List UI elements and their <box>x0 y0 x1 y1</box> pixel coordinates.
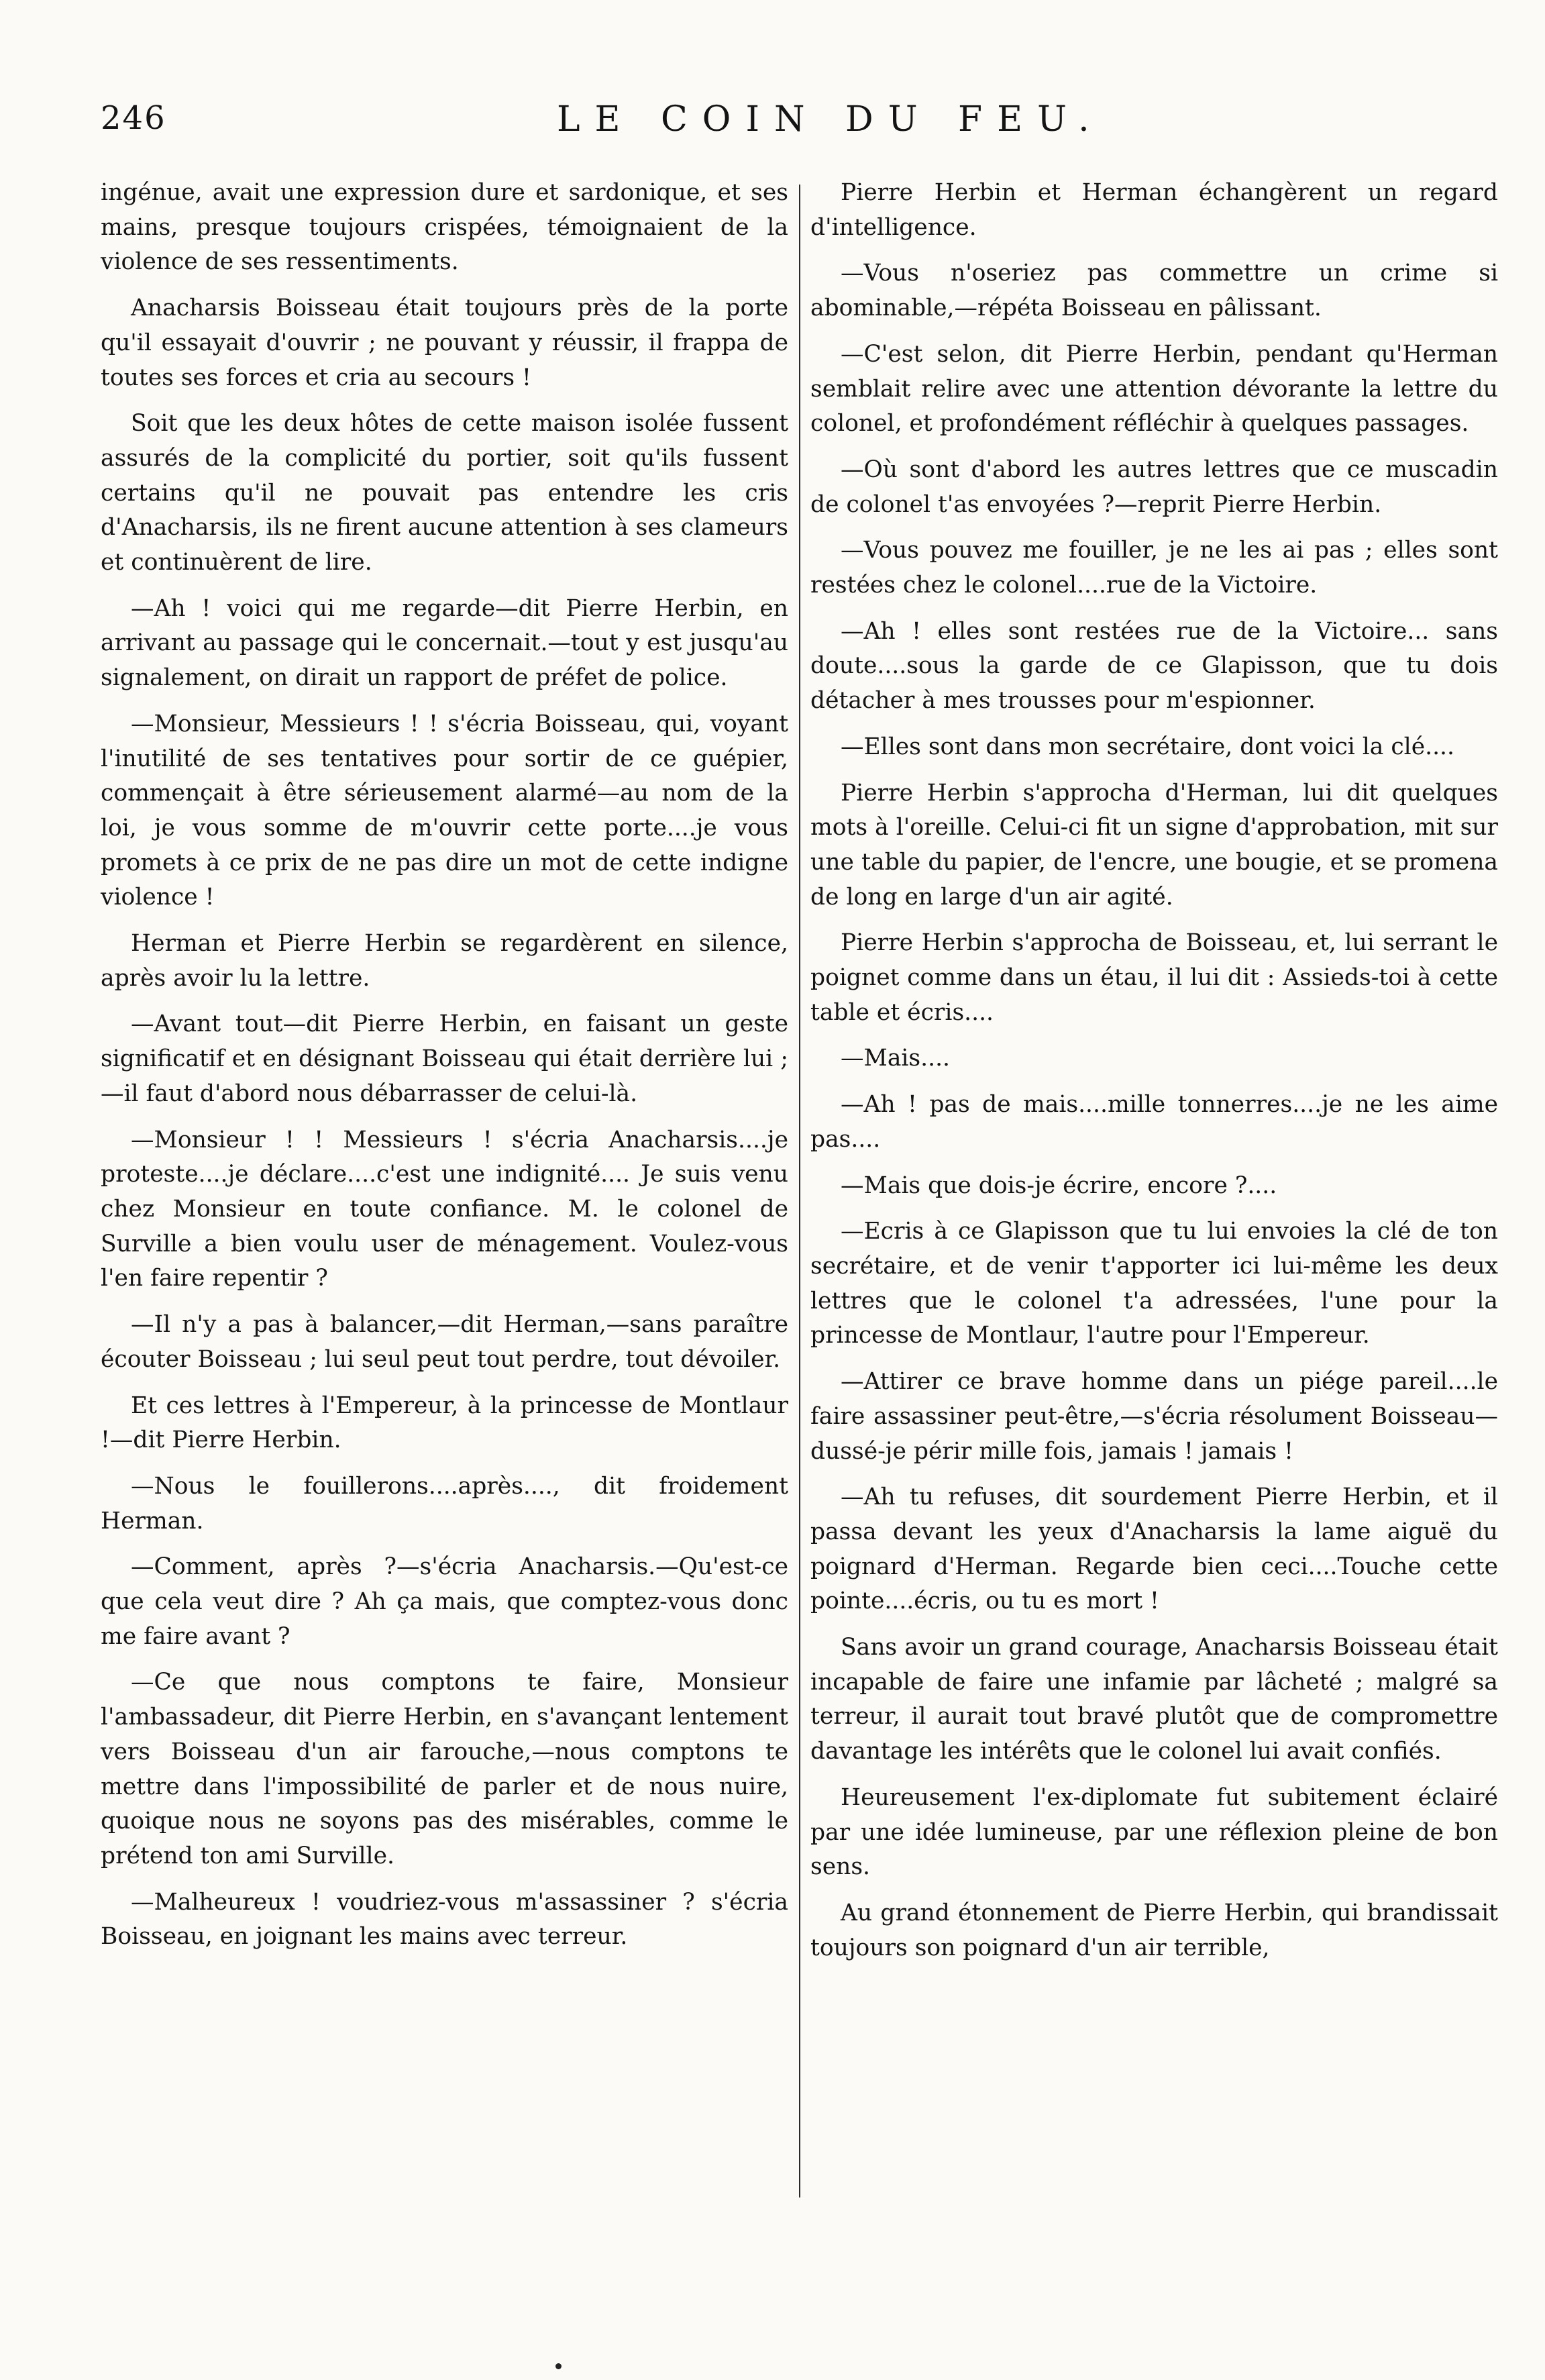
paragraph: Pierre Herbin et Herman échangèrent un regard d'intelligence. <box>810 179 1498 241</box>
right-column <box>810 176 1498 1977</box>
paragraph: Pierre Herbin s'approcha d'Herman, lui dit quelques mots à l'oreille. Celui-ci fit un signe d'approbation, mit sur une table du papier, de l'encre, une bougie, et se promena de long en large d'un air agité. <box>810 779 1498 911</box>
paragraph: —Monsieur ! ! Messieurs ! s'écria Anacharsis....je proteste....je déclare....c'est une indignité.... Je suis venu chez Monsieur en toute confiance. M. le colonel de Surville a bien voulu user de ménagement. Voulez-vous l'en faire repentir ? <box>101 1126 788 1292</box>
paragraph: Anacharsis Boisseau était toujours près de la porte qu'il essayait d'ouvrir ; ne pouvant y réussir, il frappa de toutes ses forces et cria au secours ! <box>101 295 788 391</box>
paragraph: —Mais.... <box>841 1045 950 1072</box>
page-header <box>0 99 1545 153</box>
left-column <box>101 176 788 1966</box>
paragraph: —Mais que dois-je écrire, encore ?.... <box>841 1172 1277 1199</box>
paragraph: Et ces lettres à l'Empereur, à la princesse de Montlaur !—dit Pierre Herbin. <box>101 1392 788 1454</box>
paragraph: —Ecris à ce Glapisson que tu lui envoies la clé de ton secrétaire, et de venir t'apporter ici lui-même les deux lettres que le colonel t'a adressées, l'une pour la princesse de Montlaur, l'autre pour l'Empereur. <box>810 1218 1498 1349</box>
paragraph: —Il n'y a pas à balancer,—dit Herman,—sans paraître écouter Boisseau ; lui seul peut tout perdre, tout dévoiler. <box>101 1311 788 1373</box>
paragraph: —Ah tu refuses, dit sourdement Pierre Herbin, et il passa devant les yeux d'Anacharsis la lame aiguë du poignard d'Herman. Regarde bien ceci....Touche cette pointe....écris, ou tu es mort ! <box>810 1484 1498 1615</box>
running-title: LE COIN DU FEU. <box>557 99 1104 140</box>
paragraph: —Elles sont dans mon secrétaire, dont voici la clé.... <box>841 733 1454 760</box>
page-number: 246 <box>101 99 166 137</box>
paragraph: Heureusement l'ex-diplomate fut subitement éclairé par une idée lumineuse, par une réflexion pleine de bon sens. <box>810 1783 1498 1881</box>
paragraph: —Malheureux ! voudriez-vous m'assassiner ? s'écria Boisseau, en joignant les mains avec terreur. <box>101 1888 788 1951</box>
paragraph: —Ah ! elles sont restées rue de la Victoire... sans doute....sous la garde de ce Glapisson, que tu dois détacher à mes trousses pour m'espionner. <box>810 617 1498 715</box>
column-divider <box>799 185 800 2197</box>
paragraph: Herman et Pierre Herbin se regardèrent en silence, après avoir lu la lettre. <box>101 930 788 992</box>
paragraph: Au grand étonnement de Pierre Herbin, qui brandissait toujours son poignard d'un air terrible, <box>810 1899 1498 1961</box>
paragraph: —Ce que nous comptons te faire, Monsieur l'ambassadeur, dit Pierre Herbin, en s'avançant lentement vers Boisseau d'un air farouche,—nous comptons te mettre dans l'impossibilité de parler et de nous nuire, quoique nous ne soyons pas des misérables, comme le prétend ton ami Surville. <box>101 1669 788 1869</box>
paragraph: —Ah ! voici qui me regarde—dit Pierre Herbin, en arrivant au passage qui le concernait.—tout y est jusqu'au signalement, on dirait un rapport de préfet de police. <box>101 594 788 692</box>
paragraph: —Vous n'oseriez pas commettre un crime si abominable,—répéta Boisseau en pâlissant. <box>810 260 1498 322</box>
paragraph: —Où sont d'abord les autres lettres que ce muscadin de colonel t'as envoyées ?—reprit Pierre Herbin. <box>810 456 1498 518</box>
paragraph: —Ah ! pas de mais....mille tonnerres....je ne les aime pas.... <box>810 1091 1498 1153</box>
paragraph: —Monsieur, Messieurs ! ! s'écria Boisseau, qui, voyant l'inutilité de ses tentatives pour sortir de ce guépier, commençait à être sérieusement alarmé—au nom de la loi, je vous somme de m'ouvrir cette porte....je vous promets à ce prix de ne pas dire un mot de cette indigne violence ! <box>101 710 788 911</box>
paragraph: Pierre Herbin s'approcha de Boisseau, et, lui serrant le poignet comme dans un étau, il lui dit : Assieds-toi à cette table et écris.... <box>810 929 1498 1026</box>
paragraph: —Avant tout—dit Pierre Herbin, en faisant un geste significatif et en désignant Boisseau qui était derrière lui ;—il faut d'abord nous débarrasser de celui-là. <box>101 1011 788 1107</box>
paragraph: —Attirer ce brave homme dans un piége pareil....le faire assassiner peut-être,—s'écria résolument Boisseau—dussé-je périr mille fois, jamais ! jamais ! <box>810 1368 1498 1465</box>
paragraph: —Nous le fouillerons....après...., dit froidement Herman. <box>101 1472 788 1535</box>
paragraph: —C'est selon, dit Pierre Herbin, pendant qu'Herman semblait relire avec une attention dévorante la lettre du colonel, et profondément réfléchir à quelques passages. <box>810 340 1498 437</box>
paragraph: Soit que les deux hôtes de cette maison isolée fussent assurés de la complicité du portier, soit qu'ils fussent certains qu'il ne pouvait pas entendre les cris d'Anacharsis, ils ne firent aucune attention à ses clameurs et continuèrent de lire. <box>101 410 788 576</box>
paragraph: —Comment, après ?—s'écria Anacharsis.—Qu'est-ce que cela veut dire ? Ah ça mais, que comptez-vous donc me faire avant ? <box>101 1553 788 1650</box>
ink-speck <box>555 2363 562 2369</box>
paragraph: Sans avoir un grand courage, Anacharsis Boisseau était incapable de faire une infamie par lâcheté ; malgré sa terreur, il aurait tout bravé plutôt que de compromettre davantage les intérêts que le colonel lui avait confiés. <box>810 1634 1498 1765</box>
paragraph: —Vous pouvez me fouiller, je ne les ai pas ; elles sont restées chez le colonel....rue de la Victoire. <box>810 537 1498 599</box>
paragraph: ingénue, avait une expression dure et sardonique, et ses mains, presque toujours crispées, témoignaient de la violence de ses ressentiments. <box>101 179 788 276</box>
